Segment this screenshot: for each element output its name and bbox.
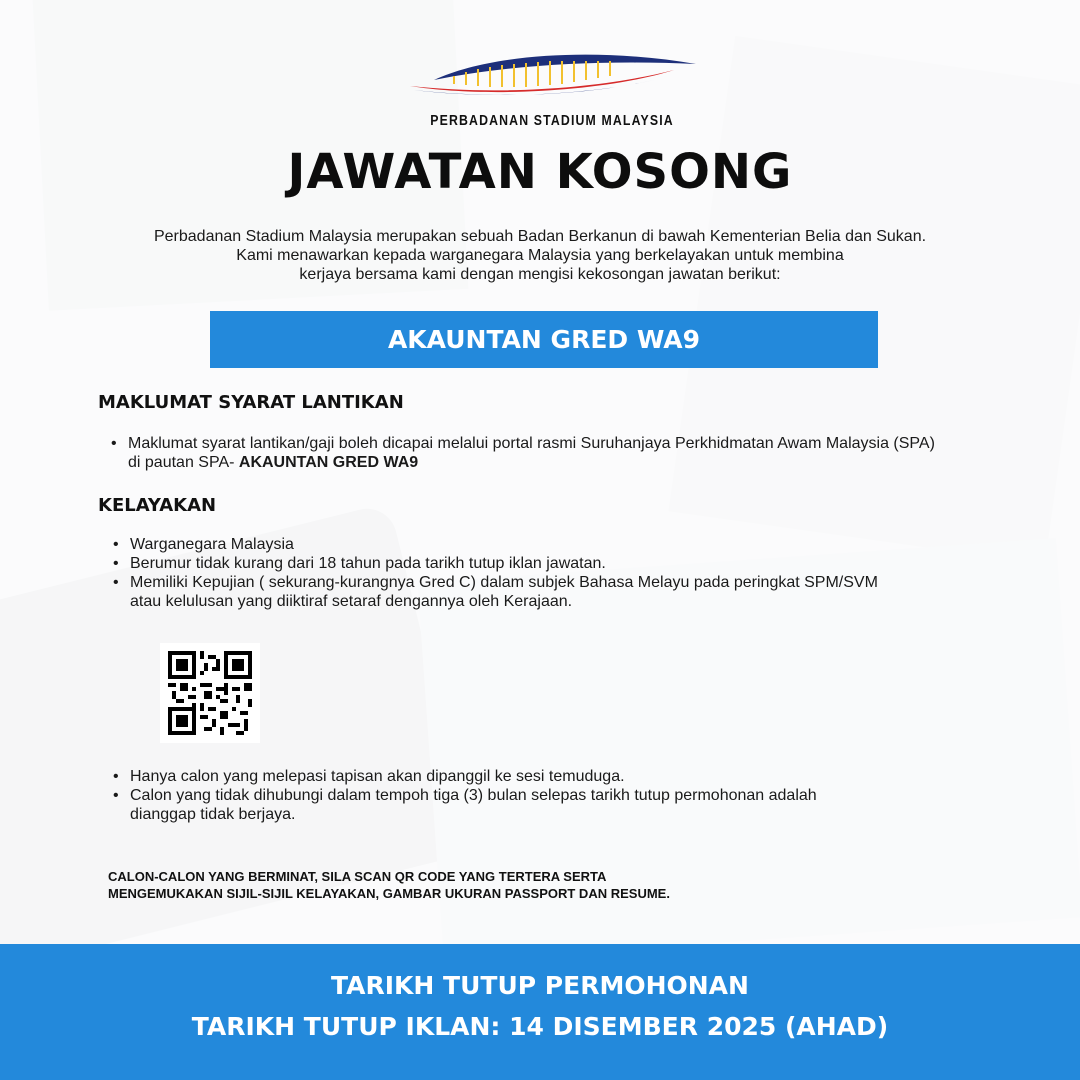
page-title: JAWATAN KOSONG <box>287 144 793 200</box>
list-item: • Memiliki Kepujian ( sekurang-kurangnya Gred C) dalam subjek Bahasa Melayu pada peringkat SPM/SVM <box>113 574 878 591</box>
section-heading-kelayakan: KELAYAKAN <box>98 495 217 516</box>
list-item: • Hanya calon yang melepasi tapisan akan dipanggil ke sesi temuduga. <box>113 768 625 785</box>
footer-banner <box>0 944 1080 1080</box>
list-item-continuation: dianggap tidak berjaya. <box>130 806 296 823</box>
cta-line: CALON-CALON YANG BERMINAT, SILA SCAN QR CODE YANG TERTERA SERTA <box>108 869 607 884</box>
bullet-icon: • <box>113 768 119 785</box>
list-item-continuation: atau kelulusan yang diiktiraf setaraf dengannya oleh Kerajaan. <box>130 593 573 610</box>
notes-list <box>113 767 1013 824</box>
list-item: • Berumur tidak kurang dari 18 tahun pada tarikh tutup iklan jawatan. <box>113 555 606 572</box>
closing-date-value: TARIKH TUTUP IKLAN: 14 DISEMBER 2025 (AHAD) <box>191 1012 889 1041</box>
bullet-icon: • <box>113 574 119 591</box>
intro-line: kerjaya bersama kami dengan mengisi kekosongan jawatan berikut: <box>299 266 781 283</box>
closing-date-heading: TARIKH TUTUP PERMOHONAN <box>331 971 749 1000</box>
intro-line: Perbadanan Stadium Malaysia merupakan sebuah Badan Berkanun di bawah Kementerian Belia dan Sukan. <box>153 228 927 245</box>
bullet-icon: • <box>113 555 119 572</box>
spa-link-text[interactable]: AKAUNTAN GRED WA9 <box>238 454 419 471</box>
list-item: • Warganegara Malaysia <box>113 536 294 553</box>
list-item-continuation: di pautan SPA- AKAUNTAN GRED WA9 <box>128 454 419 471</box>
syarat-list <box>111 434 1011 472</box>
section-heading-syarat: MAKLUMAT SYARAT LANTIKAN <box>98 392 404 413</box>
kelayakan-list <box>113 535 1013 611</box>
intro-paragraph <box>90 227 990 284</box>
bullet-icon: • <box>111 435 117 452</box>
cta-line: MENGEMUKAKAN SIJIL-SIJIL KELAYAKAN, GAMBAR UKURAN PASSPORT DAN RESUME. <box>108 886 670 901</box>
qr-code[interactable] <box>160 643 260 743</box>
stadium-logo-graphic <box>404 50 696 100</box>
bullet-icon: • <box>113 787 119 804</box>
call-to-action <box>108 868 988 902</box>
organization-logo <box>404 50 696 130</box>
intro-line: Kami menawarkan kepada warganegara Malaysia yang berkelayakan untuk membina <box>236 247 844 264</box>
position-banner: AKAUNTAN GRED WA9 <box>210 311 878 368</box>
list-item: • Calon yang tidak dihubungi dalam tempoh tiga (3) bulan selepas tarikh tutup permohonan adalah <box>113 787 817 804</box>
qr-code-graphic <box>168 651 252 735</box>
organization-name: PERBADANAN STADIUM MALAYSIA <box>430 112 674 129</box>
list-item: • Maklumat syarat lantikan/gaji boleh dicapai melalui portal rasmi Suruhanjaya Perkhidmatan Awam Malaysia (SPA) <box>111 435 935 452</box>
bullet-icon: • <box>113 536 119 553</box>
